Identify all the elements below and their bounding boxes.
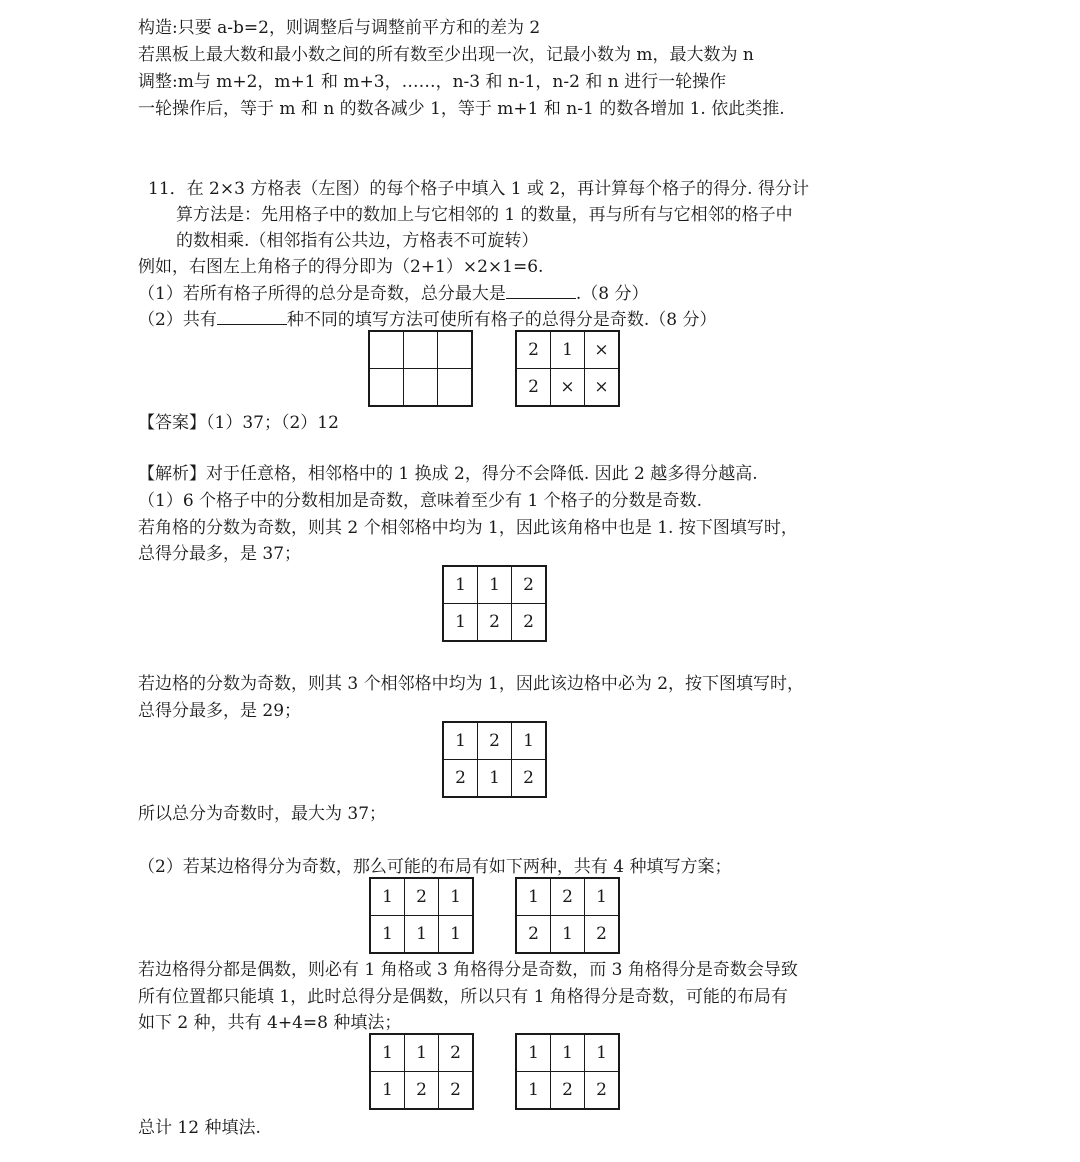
grid-cell: 1 [439,878,474,916]
grid-row [516,369,619,407]
analysis-line: 若角格的分数为奇数，则其 2 个相邻格中均为 1，因此该角格中也是 1. 按下图填写时， [138,518,798,538]
grid-cell [404,331,438,369]
question-2-prefix: （2）共有 [138,310,217,330]
grid-cell: 1 [478,566,512,604]
grid-cell: 1 [405,916,439,954]
grid-cell [369,331,404,369]
text-line: 一轮操作后，等于 m 和 n 的数各减少 1，等于 m+1 和 n-1 的数各增加 1. 依此类推. [138,99,785,119]
grid-cell: 2 [439,1034,474,1072]
question-2 [138,308,716,331]
grid-cell: 2 [551,878,585,916]
grid-cell: 1 [370,916,405,954]
analysis-line: 若边格的分数为奇数，则其 3 个相邻格中均为 1，因此该边格中必为 2，按下图填写时， [138,674,805,694]
analysis-line: 【解析】对于任意格，相邻格中的 1 换成 2，得分不会降低. 因此 2 越多得分越高. [138,464,758,484]
analysis-line: 总计 12 种填法. [138,1118,261,1138]
grid-cell: 2 [512,760,547,798]
analysis-line: 若边格得分都是偶数，则必有 1 角格或 3 角格得分是奇数，而 3 角格得分是奇数会导致 [138,960,798,980]
grid-layout-8a [369,1033,474,1110]
grid-row [516,1034,619,1072]
grid-layout-4a [369,877,474,954]
grid-cell [438,331,473,369]
answer-line: 【答案】（1）37；（2）12 [138,413,339,433]
analysis-line: 总得分最多，是 29； [138,701,302,721]
analysis-line: 如下 2 种，共有 4+4=8 种填法； [138,1013,402,1033]
grid-row [443,566,546,604]
empty-grid [368,330,473,407]
grid-cell: 1 [512,722,547,760]
grid-cell: × [551,369,585,407]
grid-cell: 2 [551,1072,585,1110]
grid-cell [369,369,404,407]
problem-line: 的数相乘.（相邻指有公共边，方格表不可旋转） [176,231,539,251]
grid-row [370,1034,473,1072]
grid-row [369,331,472,369]
grid-cell: 1 [551,331,585,369]
answer-blank-2 [217,308,287,325]
grid-37 [442,565,547,642]
grid-cell: 2 [439,1072,474,1110]
grid-cell: 2 [516,331,551,369]
grid-row [516,1072,619,1110]
problem-line: 11．在 2×3 方格表（左图）的每个格子中填入 1 或 2，再计算每个格子的得分. 得分计 [148,179,809,199]
grid-cell: 2 [443,760,478,798]
grid-29 [442,721,547,798]
question-1-prefix: （1）若所有格子所得的总分是奇数，总分最大是 [138,284,506,304]
grid-cell [438,369,473,407]
analysis-line: 所以总分为奇数时，最大为 37； [138,804,387,824]
grid-row [516,331,619,369]
grid-cell: 1 [405,1034,439,1072]
grid-row [516,878,619,916]
grid-row [370,1072,473,1110]
grid-row [516,916,619,954]
question-1-suffix: .（8 分） [575,284,649,304]
analysis-line: 所有位置都只能填 1，此时总得分是偶数，所以只有 1 角格得分是奇数，可能的布局有 [138,987,788,1007]
grid-cell: 2 [512,566,547,604]
analysis-line: （1）6 个格子中的分数相加是奇数，意味着至少有 1 个格子的分数是奇数. [138,491,703,511]
text-line: 调整:m与 m+2，m+1 和 m+3，……，n-3 和 n-1，n-2 和 n 进行一轮操作 [138,72,727,92]
grid-cell: 1 [370,1034,405,1072]
grid-cell: × [585,331,620,369]
grid-layout-4b [515,877,620,954]
problem-line: 例如，右图左上角格子的得分即为（2+1）×2×1=6. [138,257,544,277]
grid-cell: 1 [478,760,512,798]
grid-cell: 2 [585,1072,620,1110]
grid-cell: 1 [516,1072,551,1110]
grid-row [370,878,473,916]
grid-row [443,604,546,642]
grid-cell: 1 [551,1034,585,1072]
grid-cell: 1 [516,878,551,916]
grid-cell: 2 [585,916,620,954]
grid-cell: 1 [370,1072,405,1110]
grid-cell: 2 [516,369,551,407]
grid-row [370,916,473,954]
example-grid [515,330,620,407]
grid-cell: 1 [585,878,620,916]
grid-cell: 1 [443,566,478,604]
grid-row [443,722,546,760]
analysis-line: （2）若某边格得分为奇数，那么可能的布局有如下两种，共有 4 种填写方案； [138,857,732,877]
grid-layout-8b [515,1033,620,1110]
grid-cell: 2 [478,604,512,642]
grid-cell: 1 [551,916,585,954]
grid-cell [404,369,438,407]
grid-cell: × [585,369,620,407]
grid-row [369,369,472,407]
grid-cell: 2 [512,604,547,642]
grid-cell: 2 [405,878,439,916]
question-1 [138,282,648,305]
grid-row [443,760,546,798]
grid-cell: 1 [370,878,405,916]
grid-cell: 2 [516,916,551,954]
text-line: 若黑板上最大数和最小数之间的所有数至少出现一次，记最小数为 m，最大数为 n [138,45,754,65]
grid-cell: 1 [443,722,478,760]
grid-cell: 1 [443,604,478,642]
grid-cell: 1 [516,1034,551,1072]
grid-cell: 2 [405,1072,439,1110]
grid-cell: 2 [478,722,512,760]
grid-cell: 1 [585,1034,620,1072]
analysis-line: 总得分最多，是 37； [138,544,302,564]
problem-line: 算方法是：先用格子中的数加上与它相邻的 1 的数量，再与所有与它相邻的格子中 [176,205,793,225]
answer-blank-1 [506,282,576,299]
question-2-suffix: 种不同的填写方法可使所有格子的总得分是奇数.（8 分） [286,310,717,330]
grid-cell: 1 [439,916,474,954]
text-line: 构造:只要 a-b=2，则调整后与调整前平方和的差为 2 [138,18,541,38]
